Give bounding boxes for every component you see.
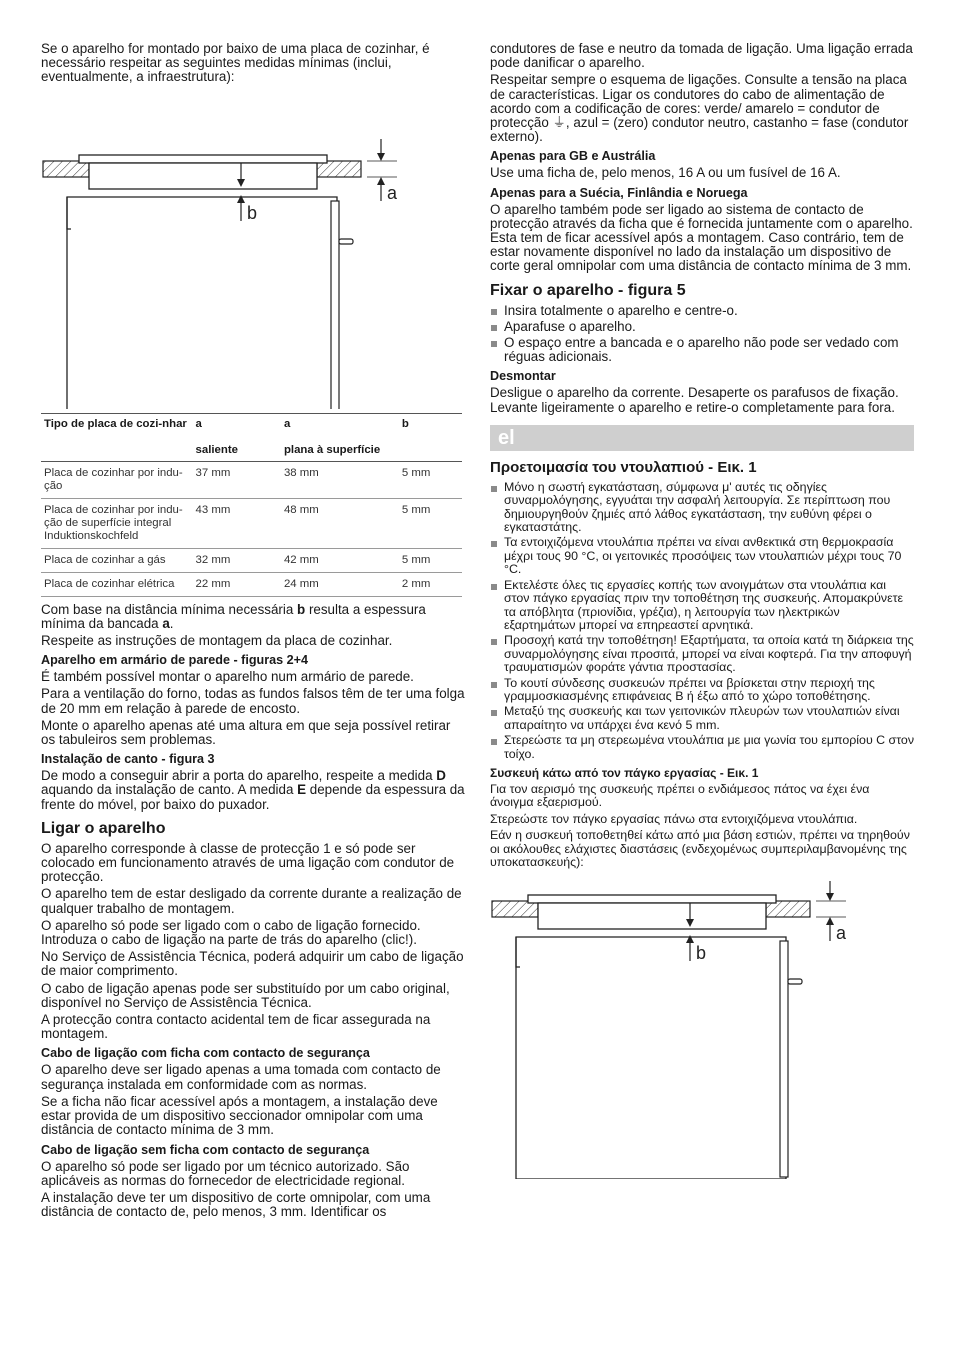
cable-without-plug-p1: O aparelho só pode ser ligado por um técnico autorizado. São aplicáveis as normas do fornecedor de electricidade regional. [41,1158,410,1188]
table-row [41,498,462,548]
cable-with-plug-heading: Cabo de ligação com ficha com contacto de segurança [41,1046,370,1061]
greek-prep-heading: Προετοιμασία του ντουλαπιού - Εικ. 1 [490,458,757,476]
list-item: Aparafuse o aparelho. [490,320,914,334]
oven-body [67,197,337,409]
table-row [41,572,462,596]
wall-cabinet-p3: Monte o aparelho apenas até uma altura em que seja possível retirar os tabuleiros sem problemas. [41,717,451,748]
table-cell: 43 mm [193,498,281,548]
list-item: Στερεώστε τα μη στερεωμένα ντουλάπια με μια γωνία του εμπορίου C στον τοίχο. [490,734,914,761]
table-cell: Placa de cozinhar a gás [41,548,193,572]
table-header-row [41,413,462,461]
table-cell: 48 mm [281,498,399,548]
header-a-plana: a plana à superfície [281,413,399,461]
table-row [41,461,462,498]
label-b: b [247,202,258,223]
connect-appliance-heading: Ligar o aparelho [41,819,166,837]
wall-cabinet-heading: Aparelho em armário de parede - figuras 2+4 [41,653,309,668]
connect-p6: A protecção contra contacto acidental tem de ficar assegurada na montagem. [41,1012,431,1042]
list-item: Μόνο η σωστή εγκατάσταση, σύμφωνα μ' αυτές τις οδηγίες συναρμολόγησης, εγγυάται την ασφαλή λειτουργία. Σε περίπτωση που δημιουργηθούν ζημιές από λάθος εγκατάσταση, την ευθύνη φέρει ο εγκαταστάτης. [490,481,914,535]
nordic-heading: Apenas para a Suécia, Finlândia e Noruega [490,185,748,200]
oven-under-hob-figure-greek [490,879,914,1179]
respeite-paragraph: Respeite as instruções de montagem da placa de cozinhar. [41,633,393,649]
corner-install-paragraph: De modo a conseguir abrir a porta do aparelho, respeite a medida D aquando da instalação de canto. A medida E depende da espessura da frente do móvel, por baixo do puxador. [41,768,465,812]
connect-p1: O aparelho corresponde à classe de protecção 1 e só pode ser colocado em funcionamento através de uma ligação com condutor de protecção. [41,840,455,885]
table-cell: 2 mm [399,572,462,596]
table-cell: 37 mm [193,461,281,498]
oven-handle [339,239,353,244]
connect-p5: O cabo de ligação apenas pode ser substituído por um cabo original, disponível no Serviço de Assistência Técnica. [41,980,450,1010]
intro-paragraph: Se o aparelho for montado por baixo de uma placa de cozinhar, é necessário respeitar as seguintes medidas mínimas (inclui, eventualmente, a infraestrutura): [41,41,430,85]
list-item: Εκτελέστε όλες τις εργασίες κοπής των ανοιγμάτων στα ντουλάπια και στον πάγκο εργασίας πριν την τοποθέτηση της συσκευής. Απομακρύνετε τα απόβλητα (πριονίδια, γρέζια), η λειτουργία των ηλεκτρικών εξαρτημάτων μπορεί να επηρεαστεί αρνητικά. [490,579,914,633]
oven-handle [788,979,802,984]
hob-body [89,163,317,189]
header-a-saliente: a saliente [193,413,281,461]
cable-with-plug-p1: O aparelho deve ser ligado apenas a uma tomada com contacto de segurança instalada em conformidade com as normas. [41,1062,441,1092]
table-cell: 24 mm [281,572,399,596]
oven-door [331,201,339,409]
fix-appliance-heading: Fixar o aparelho - figura 5 [490,281,686,299]
table-cell: 5 mm [399,548,462,572]
gb-australia-heading: Apenas para GB e Austrália [490,149,656,164]
table-cell: Placa de cozinhar por indu-ção de superfície integral Induktionskochfeld [41,498,193,548]
hob-plate [79,155,327,163]
oven-body [516,937,786,1179]
right-column [490,42,914,1183]
base-thickness-paragraph: Com base na distância mínima necessária b resulta a espessura mínima da bancada a. [41,601,426,631]
table-row [41,548,462,572]
wall-cabinet-p2: Para a ventilação do forno, todas as fundos falsos têm de ter uma folga de 20 mm em relação à parede de encosto. [41,686,465,716]
language-section-bar [490,425,914,451]
hob-plate [528,895,776,903]
table-cell: 22 mm [193,572,281,596]
greek-prep-list [490,481,914,761]
dismount-heading: Desmontar [490,369,556,384]
gb-australia-paragraph: Use uma ficha de, pelo menos, 16 A ou um fusível de 16 A. [490,165,841,181]
connect-p3: O aparelho só pode ser ligado com o cabo de ligação fornecido. Introduza o cabo de ligação na parte de trás do aparelho (clic!). [41,917,421,948]
table-cell: 5 mm [399,461,462,498]
cable-without-plug-heading: Cabo de ligação sem ficha com contacto de segurança [41,1142,370,1157]
connect-p4: No Serviço de Assistência Técnica, poderá adquirir um cabo de ligação de maior comprimento. [41,949,464,979]
label-a: a [836,923,847,944]
continued-paragraph-1: condutores de fase e neutro da tomada de ligação. Uma ligação errada pode danificar o aparelho. [490,41,913,71]
dismount-paragraph: Desligue o aparelho da corrente. Desaperte os parafusos de fixação. Levante ligeiramente o aparelho e retire-o completamente para fora. [490,385,899,415]
table-cell: 5 mm [399,498,462,548]
wall-cabinet-p1: É também possível montar o aparelho num armário de parede. [41,669,414,685]
label-a: a [387,182,398,203]
list-item: O espaço entre a bancada e o aparelho não pode ser vedado com réguas adicionais. [490,336,914,364]
greek-p1: Για τον αερισμό της συσκευής πρέπει ο ενδιάμεσος πάτος να έχει ένα άνοιγμα εξαερισμού. [490,781,870,810]
left-column [41,42,465,1222]
table-cell: 32 mm [193,548,281,572]
list-item: Μεταξύ της συσκευής και των γειτονικών πλευρών των ντουλαπιών είναι απαραίτητο να υπάρχει ένα κενό 5 mm. [490,705,914,732]
header-hob-type: Tipo de placa de cozi-nhar [41,413,193,461]
table-cell: Placa de cozinhar por indu-ção [41,461,193,498]
language-code: el [498,426,515,449]
greek-under-counter-heading: Συσκευή κάτω από τον πάγκο εργασίας - Εικ. 1 [490,765,759,780]
earth-icon: ⏚ [552,115,566,131]
connect-p2: O aparelho tem de estar desligado da corrente durante a realização de qualquer trabalho de montagem. [41,886,462,916]
cable-without-plug-p2: A instalação deve ter um dispositivo de corte omnipolar, com uma distância de contacto de, pelo menos, 3 mm. Identificar os [41,1189,431,1220]
table-cell: 38 mm [281,461,399,498]
greek-p3: Εάν η συσκευή τοποθετηθεί κάτω από μια βάση εστιών, πρέπει να τηρηθούν οι ακόλουθες ελάχιστες διαστάσεις (ενδεχομένως συμπεριλαμβανομένης της υποκατασκευής): [490,828,910,870]
list-item: Insira totalmente o aparelho e centre-o. [490,304,914,318]
header-b: b [399,413,462,461]
fix-steps-list [490,304,914,365]
nordic-paragraph: O aparelho também pode ser ligado ao sistema de contacto de protecção através da ficha que é fornecida juntamente com o aparelho. Esta tem de ficar acessível após a montagem. Caso contrário, tem de estar novamente disponível no lado da instalação um dispositivo de corte geral omnipolar com uma distância de contacto mínima de 3 mm. [490,201,913,274]
corner-install-heading: Instalação de canto - figura 3 [41,752,215,767]
list-item: Τα εντοιχιζόμενα ντουλάπια πρέπει να είναι ανθεκτικά στη θερμοκρασία μέχρι τους 90 °C, οι γειτονικές προσόψεις των ντουλαπιών μέχρι τους 70 °C. [490,536,914,576]
list-item: Προσοχή κατά την τοποθέτηση! Εξαρτήματα, τα οποία κατά τη διάρκεια της συναρμολόγησης είναι προσιτά, μπορεί να είναι κοφτερά. Για την αποφυγή τραυματισμών φοράτε γάντια προστασίας. [490,634,914,674]
minimum-dimensions-table [41,413,462,597]
table-cell: 42 mm [281,548,399,572]
label-b: b [696,943,707,964]
oven-under-hob-figure [41,89,465,409]
hob-body [538,903,766,929]
greek-p2: Στερεώστε τον πάγκο εργασίας πάνω στα εντοιχιζόμενα ντουλάπια. [490,811,858,826]
list-item: Το κουτί σύνδεσης συσκευών πρέπει να βρίσκεται στην περιοχή της γραμμοσκιασμένης επιφάνειας B ή έξω από το χώρο τοποθέτησης. [490,677,914,704]
table-cell: Placa de cozinhar elétrica [41,572,193,596]
cable-with-plug-p2: Se a ficha não ficar acessível após a montagem, a instalação deve estar provida de um dispositivo seccionador omnipolar com uma distância de contacto mínima de 3 mm. [41,1093,438,1138]
wiring-paragraph: Respeitar sempre o esquema de ligações. Consulte a tensão na placa de características. Ligar os condutores do cabo de alimentação de acordo com a codificação de cores: verde/ amarelo = condutor de protecção ⏚, azul = (zero) condutor neutro, castanho = fase (condutor externo). [490,72,909,145]
oven-door [780,941,788,1177]
